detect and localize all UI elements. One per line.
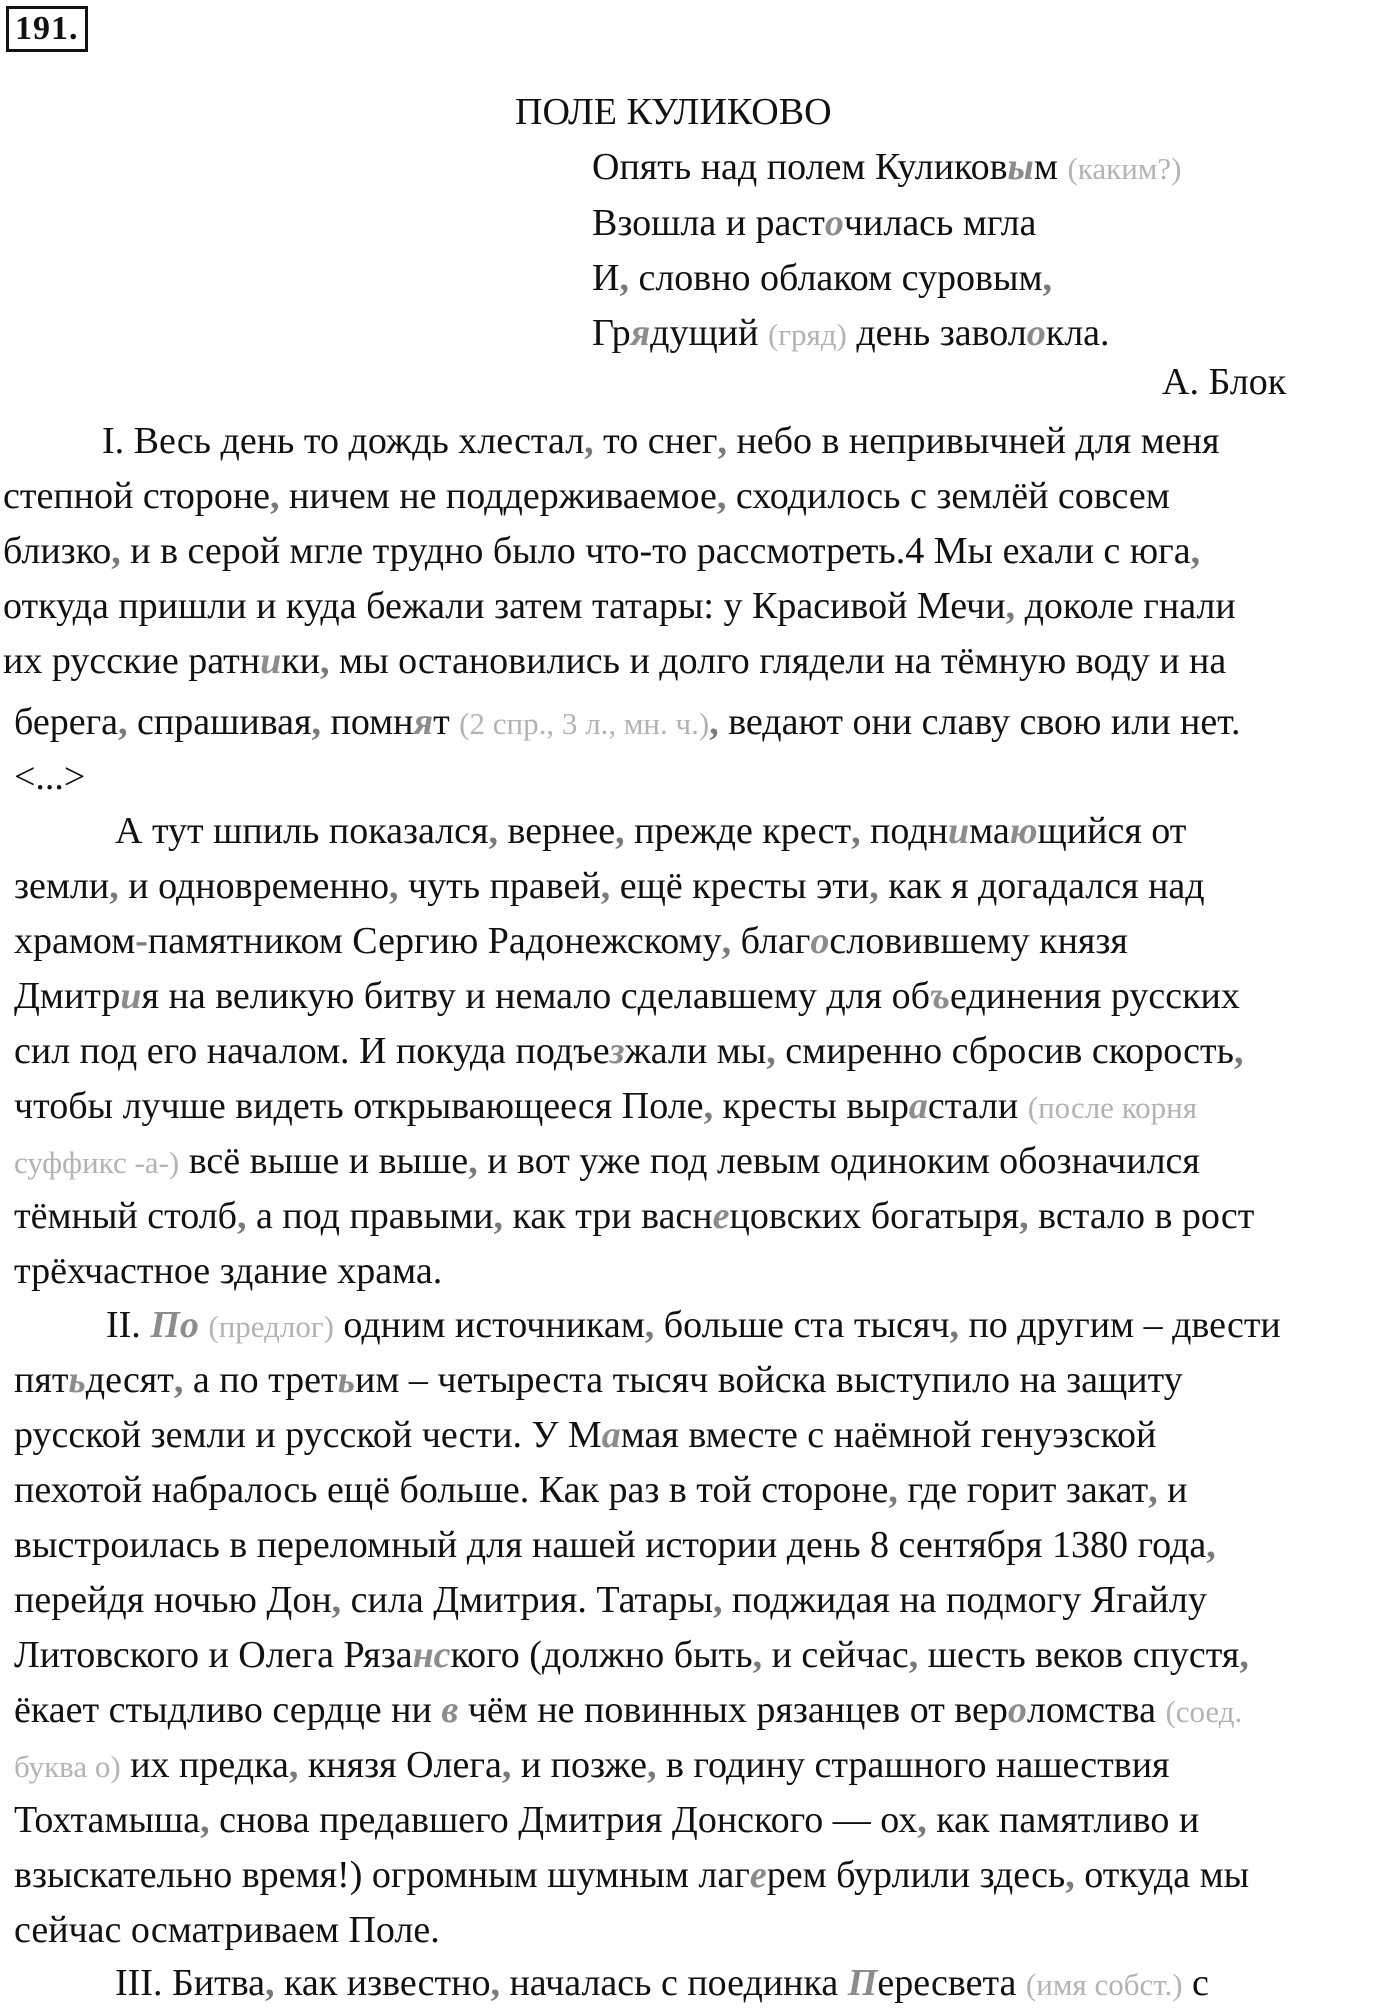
hint: суффикс -а-) (14, 1145, 180, 1180)
text-line: трёхчастное здание храма. (14, 1250, 443, 1292)
text-line: сейчас осматриваем Поле. (14, 1909, 440, 1951)
text-line: Дмитрия на великую битву и немало сделавшему для объединения русских (14, 975, 1240, 1017)
poem-line: И, словно облаком суровым, (592, 257, 1053, 299)
text-line: их русские ратники, мы остановились и долго глядели на тёмную воду и на (3, 640, 1227, 682)
poem-title: ПОЛЕ КУЛИКОВО (515, 91, 832, 133)
text-line: суффикс -а-) всё выше и выше, и вот уже под левым одиноким обозначился (14, 1140, 1200, 1182)
text-line: пятьдесят, а по третьим – четыреста тысяч войска выступило на защиту (14, 1359, 1183, 1401)
text-line: I. Весь день то дождь хлестал, то снег, небо в непривычней для меня (102, 420, 1220, 462)
text-line: <...> (14, 756, 86, 798)
text-line: степной стороне, ничем не поддерживаемое, сходилось с землёй совсем (3, 475, 1170, 517)
text-line: Тохтамыша, снова предавшего Дмитрия Донского — ох, как памятливо и (14, 1799, 1200, 1841)
poem-line: Опять над полем Куликовым (каким?) (592, 146, 1182, 188)
hint: (после корня (1027, 1090, 1198, 1125)
text-line: пехотой набралось ещё больше. Как раз в той стороне, где горит закат, и (14, 1469, 1188, 1511)
text-line: русской земли и русской чести. У Мамая вместе с наёмной генуэзской (14, 1414, 1157, 1456)
poem-author: А. Блок (1162, 361, 1287, 403)
exercise-number: 191. (6, 6, 88, 52)
text-line: тёмный столб, а под правыми, как три васнецовских богатыря, встало в рост (14, 1195, 1255, 1237)
hint: (предлог) (208, 1309, 334, 1344)
text-line: берега, спрашивая, помнят (2 спр., 3 л., мн. ч.), ведают они славу свою или нет. (14, 701, 1241, 743)
text-line: взыскательно время!) огромным шумным лагерем бурлили здесь, откуда мы (14, 1854, 1250, 1896)
text-line: буква о) их предка, князя Олега, и позже, в годину страшного нашествия (14, 1744, 1170, 1786)
text-line: чтобы лучше видеть открывающееся Поле, кресты вырастали (после корня (14, 1085, 1198, 1127)
text-line: перейдя ночью Дон, сила Дмитрия. Татары, поджидая на подмогу Ягайлу (14, 1579, 1207, 1621)
hint: (соед. (1165, 1694, 1243, 1729)
hint: (гряд) (767, 317, 847, 352)
text-line: ёкает стыдливо сердце ни в чём не повинных рязанцев от вероломства (соед. (14, 1689, 1243, 1731)
hint: (каким?) (1067, 151, 1182, 186)
text-line: III. Битва, как известно, началась с поединка Пересвета (имя собст.) с (115, 1962, 1209, 2004)
text-line: выстроилась в переломный для нашей истории день 8 сентября 1380 года, (14, 1524, 1216, 1566)
hint: (2 спр., 3 л., мн. ч.) (459, 706, 710, 741)
text-line: Литовского и Олега Рязанского (должно быть, и сейчас, шесть веков спустя, (14, 1634, 1249, 1676)
text-line: сил под его началом. И покуда подъезжали мы, смиренно сбросив скорость, (14, 1030, 1244, 1072)
text-line: откуда пришли и куда бежали затем татары: у Красивой Мечи, доколе гнали (3, 585, 1236, 627)
text-line: храмом-памятником Сергию Радонежскому, благословившему князя (14, 920, 1128, 962)
text-line: земли, и одновременно, чуть правей, ещё кресты эти, как я догадался над (14, 865, 1205, 907)
text-line: А тут шпиль показался, вернее, прежде крест, поднимающийся от (115, 810, 1187, 852)
text-line: II. По (предлог) одним источникам, больше ста тысяч, по другим – двести (106, 1304, 1281, 1346)
poem-line: Взошла и расточилась мгла (592, 202, 1037, 244)
hint: (имя собст.) (1025, 1967, 1183, 2002)
hint: буква о) (14, 1749, 121, 1784)
text-line: близко, и в серой мгле трудно было что-то рассмотреть.4 Мы ехали с юга, (3, 530, 1201, 572)
poem-line: Грядущий (гряд) день заволокла. (592, 312, 1110, 354)
